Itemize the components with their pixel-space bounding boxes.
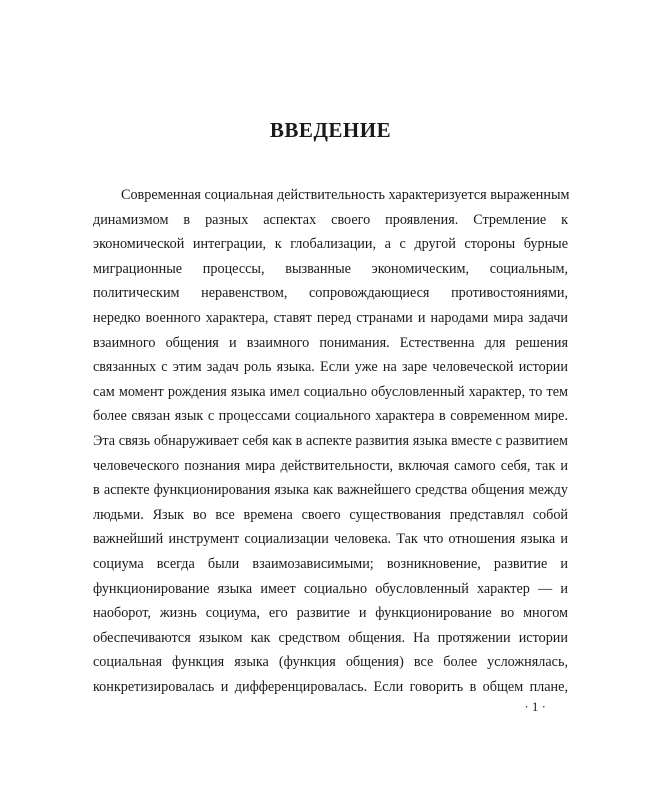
text-line: социальная функция языка (функция общения) все более усложнялась, [93,654,568,671]
text-line: в аспекте функционирования языка как важнейшего средства общения между [93,482,568,499]
text-line: связанных с этим задач роль языка. Если уже на заре человеческой истории [93,359,568,376]
text-line: конкретизировалась и дифференцировалась. Если говорить в общем плане, [93,678,568,695]
text-line: экономической интеграции, к глобализации, а с другой стороны бурные [93,236,568,253]
body-paragraph [93,183,568,699]
text-line: человеческого познания мира действительности, включая самого себя, так и [93,457,568,474]
text-line: важнейший инструмент социализации человека. Так что отношения языка и [93,531,568,548]
text-line: динамизмом в разных аспектах своего проявления. Стремление к [93,211,568,228]
text-line: социума всегда были взаимозависимыми; возникновение, развитие и [93,555,568,572]
page-number: · 1 · [524,699,546,714]
text-line: наоборот, жизнь социума, его развитие и функционирование во многом [93,605,568,622]
text-line: Эта связь обнаруживает себя как в аспекте развития языка вместе с развитием [93,432,568,449]
text-line: взаимного общения и взаимного понимания. Естественна для решения [93,334,568,351]
text-line: миграционные процессы, вызванные экономическим, социальным, [93,260,568,277]
text-line: политическим неравенством, сопровождающиеся противостояниями, [93,285,568,302]
chapter-title: ВВЕДЕНИЕ [269,118,392,142]
text-line: сам момент рождения языка имел социально обусловленный характер, то тем [93,383,568,400]
text-line: нередко военного характера, ставят перед странами и народами мира задачи [93,309,568,326]
text-line: функционирование языка имеет социально обусловленный характер — и [93,580,568,597]
text-line: более связан язык с процессами социального характера в современном мире. [93,408,568,425]
text-line: Современная социальная действительность характеризуется выраженным [121,187,570,203]
text-line: людьми. Язык во все времена своего существования представлял собой [93,506,568,523]
text-line: обеспечиваются языком как средством общения. На протяжении истории [93,629,568,646]
